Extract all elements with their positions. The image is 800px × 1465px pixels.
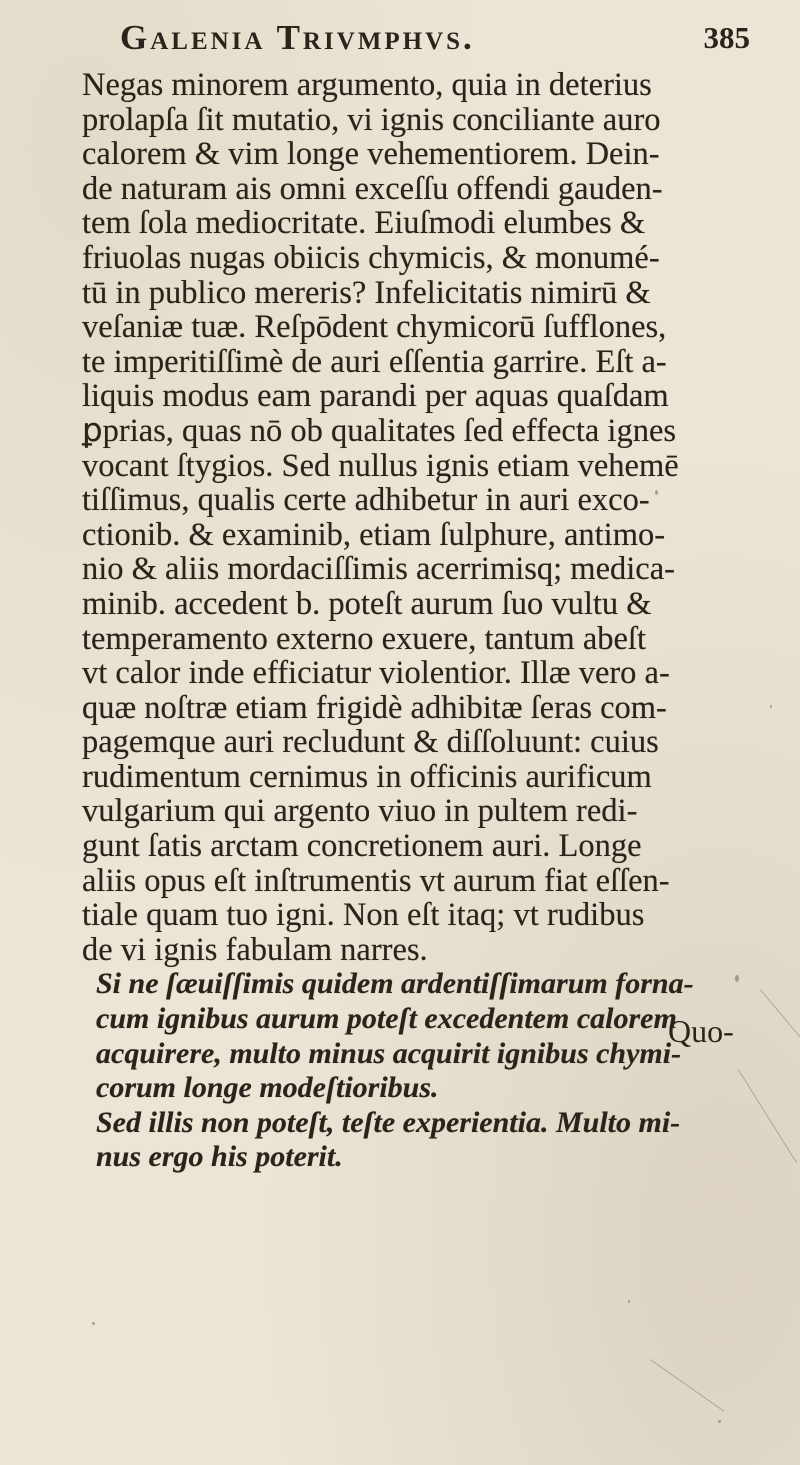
- text-line: liquis modus eam parandi per aquas quaſdam: [82, 378, 669, 415]
- page-header: [90, 18, 750, 64]
- catchword: Quo-: [668, 1013, 734, 1049]
- italic-line: cum ignibus aurum poteſt excedentem calorem: [96, 1002, 677, 1036]
- text-line: temperamento externo exuere, tantum abeſt: [82, 620, 646, 657]
- paper-speck: [628, 1300, 630, 1303]
- text-line: calorem & vim longe vehementiorem. Dein-: [82, 136, 660, 173]
- paper-speck: [92, 1322, 95, 1325]
- text-line: friuolas nugas obiicis chymicis, & monumé-: [82, 239, 660, 276]
- italic-line: corum longe modeſtioribus.: [96, 1071, 439, 1105]
- text-line: aliis opus eſt inſtrumentis vt aurum fiat eſſen-: [82, 862, 670, 899]
- text-line: de naturam ais omni exceſſu offendi gauden-: [82, 170, 663, 207]
- text-line: ctionib. & examinib, etiam ſulphure, antimo-: [82, 516, 666, 553]
- text-line: pagemque auri recludunt & diſſoluunt: cuius: [82, 724, 659, 761]
- text-line: minib. accedent b. poteſt aurum ſuo vultu &: [82, 585, 652, 622]
- paper-crease: [760, 989, 800, 1051]
- text-line: tiale quam tuo igni. Non eſt itaq; vt rudibus: [82, 897, 645, 934]
- body-text: [82, 68, 762, 1175]
- text-line: vulgarium qui argento viuo in pultem redi-: [82, 793, 638, 830]
- text-line: vocant ſtygios. Sed nullus ignis etiam vehemē: [82, 447, 679, 484]
- text-line: quæ noſtræ etiam frigidè adhibitæ ſeras com-: [82, 689, 667, 726]
- italic-line: nus ergo his poterit.: [96, 1140, 343, 1174]
- italic-line: Si ne ſæuiſſimis quidem ardentiſſimarum forna-: [96, 967, 694, 1001]
- paper-speck: [655, 490, 658, 495]
- text-line: gunt ſatis arctam concretionem auri. Longe: [82, 828, 642, 865]
- paper-crease: [650, 1359, 724, 1411]
- text-line: de vi ignis fabulam narres.: [82, 931, 428, 968]
- running-head: Galenia Trivmphvs.: [120, 18, 475, 57]
- text-line: rudimentum cernimus in officinis aurificum: [82, 758, 652, 795]
- text-line: te imperitiſſimè de auri eſſentia garrire. Eſt a-: [82, 343, 667, 380]
- text-line: veſaniæ tuæ. Reſpōdent chymicorū ſufflones,: [82, 309, 667, 346]
- paper-speck: [735, 975, 739, 982]
- italic-line: Sed illis non poteſt, teſte experientia. Multo mi-: [96, 1105, 681, 1139]
- paper-speck: [718, 1420, 721, 1423]
- text-line: ꝑprias, quas nō ob qualitates ſed effecta ignes: [82, 412, 677, 449]
- text-line: Negas minorem argumento, quia in deterius: [82, 67, 652, 103]
- paper-speck: [770, 705, 772, 708]
- text-line: tiſſimus, qualis certe adhibetur in auri exco-: [82, 482, 650, 519]
- text-line: vt calor inde efficiatur violentior. Illæ vero a-: [82, 655, 670, 692]
- italic-syllogism: [82, 967, 762, 1175]
- text-line: nio & aliis mordaciſſimis acerrimisq; medica-: [82, 551, 675, 588]
- page-number: 385: [703, 20, 750, 55]
- text-line: tū in publico mereris? Infelicitatis nimirū &: [82, 274, 651, 311]
- text-line: tem ſola mediocritate. Eiuſmodi elumbes &: [82, 205, 646, 242]
- italic-line: acquirere, multo minus acquirit ignibus chymi-: [96, 1036, 682, 1070]
- text-line: prolapſa ſit mutatio, vi ignis conciliante auro: [82, 101, 661, 138]
